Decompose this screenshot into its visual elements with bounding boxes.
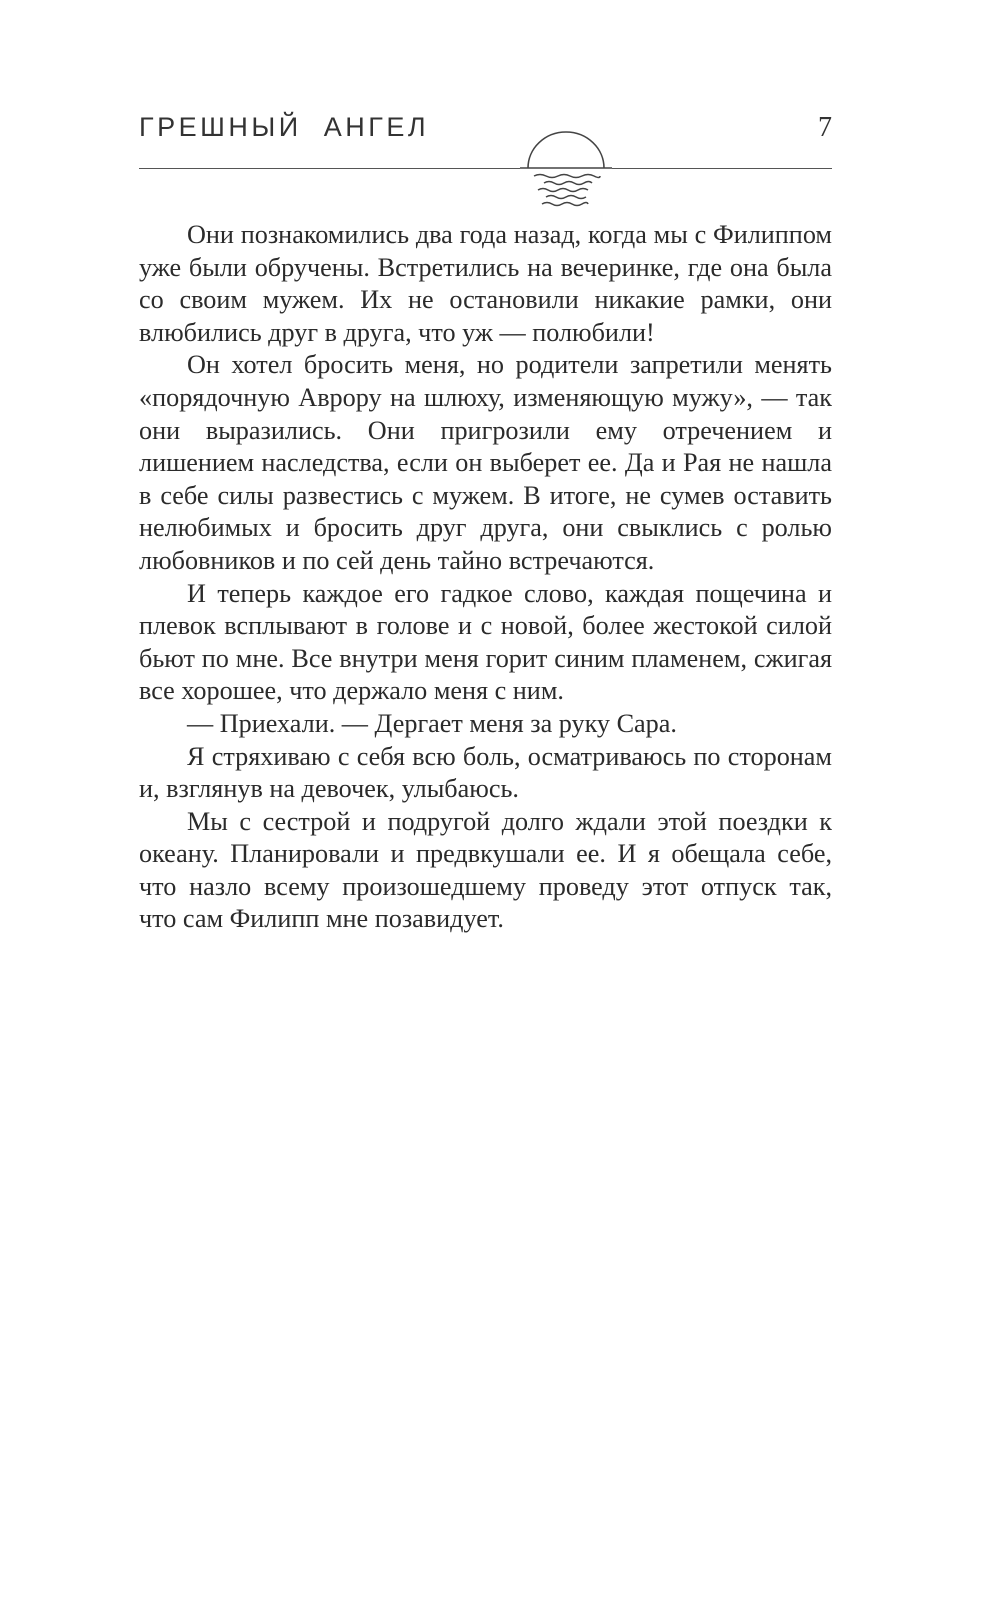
header-rule — [139, 168, 832, 169]
running-head-title: ГРЕШНЫЙ АНГЕЛ — [139, 112, 430, 142]
sunset-over-water-icon — [520, 126, 612, 226]
chapter-body-text — [139, 219, 832, 936]
paragraph: И теперь каждое его гадкое слово, каждая пощечина и плевок всплывают в голове и с новой, более жестокой силой бьют по мне. Все внутри меня горит синим пламенем, сжигая все хорошее, что держало меня с ним. — [139, 578, 832, 706]
dialogue-paragraph: — Приехали. — Дергает меня за руку Сара. — [187, 708, 677, 738]
paragraph: Я стряхиваю с себя всю боль, осматриваюсь по сторонам и, взглянув на девочек, улыбаюсь. — [139, 741, 832, 804]
paragraph: Он хотел бросить меня, но родители запретили менять «порядочную Аврору на шлюху, изменяющую мужу», — так они выразились. Они пригрозили ему отречением и лишением наследства, если он выберет ее. Да и Рая не нашла в себе силы развестись с мужем. В итоге, не сумев оставить нелюбимых и бросить друг друга, они свыклись с ролью любовников и по сей день тайно встречаются. — [139, 350, 832, 575]
paragraph: Они познакомились два года назад, когда мы с Филиппом уже были обручены. Встретились на вечеринке, где она была со своим мужем. Их не остановили никакие рамки, они влюбились друг в друга, что уж — полюбили! — [139, 220, 832, 347]
page-number: 7 — [818, 112, 832, 143]
paragraph: Мы с сестрой и подругой долго ждали этой поездки к океану. Планировали и предвкушали ее. И я обещала себе, что назло всему произошедшему проведу этот отпуск так, что сам Филипп мне позавидует. — [139, 806, 832, 934]
